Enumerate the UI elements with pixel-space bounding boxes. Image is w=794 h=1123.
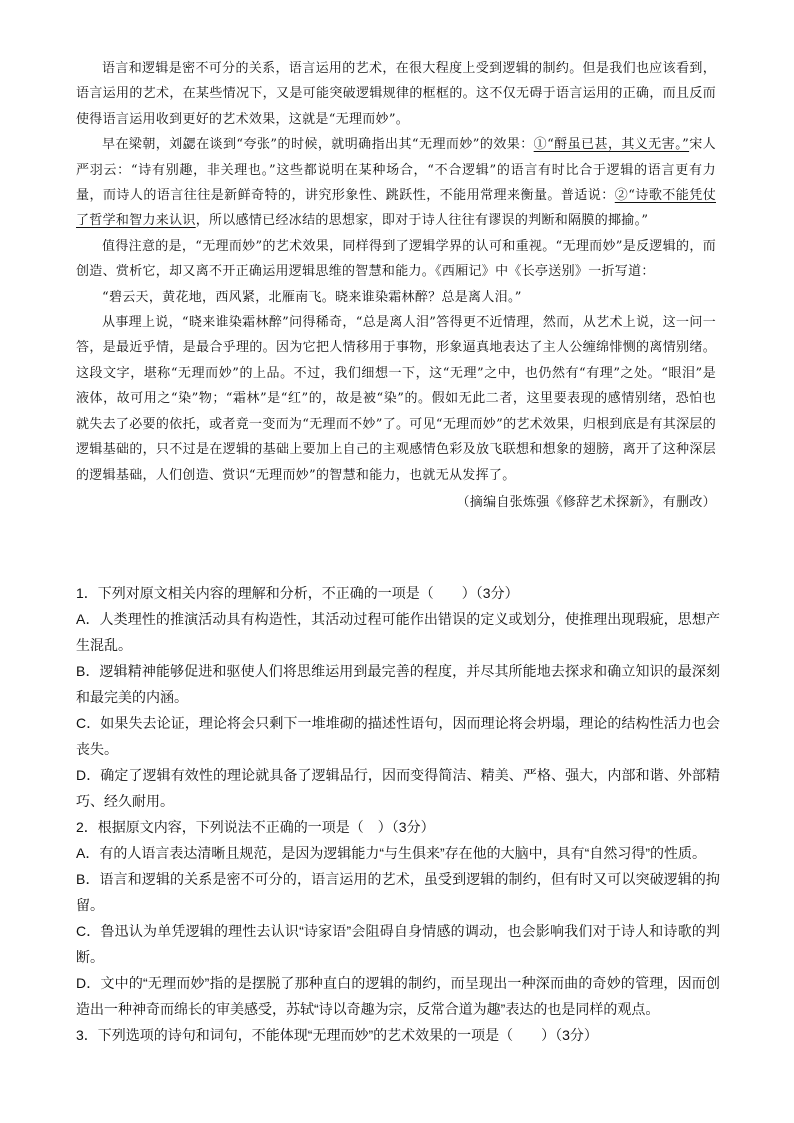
questions-section [76, 580, 720, 1048]
passage-paragraph-3: 值得注意的是，“无理而妙”的艺术效果，同样得到了逻辑学界的认可和重视。“无理而妙”是反逻辑的，而创造、赏析它，却又离不开正确运用逻辑思维的智慧和能力。《西厢记》中《长亭送别》一折写道： [76, 238, 716, 280]
question-1-stem: 1．下列对原文相关内容的理解和分析，不正确的一项是（ ）（3分） [76, 585, 519, 601]
passage-paragraph-2 [76, 132, 716, 234]
question-2-stem: 2．根据原文内容，下列说法不正确的一项是（ ）（3分） [76, 819, 435, 835]
question-1-option-c: C．如果失去论证，理论将会只剩下一堆堆砌的描述性语句，因而理论将会坍塌，理论的结构性活力也会丧失。 [76, 715, 720, 757]
passage-text: 早在梁朝，刘勰在谈到“夸张”的时候，就明确指出其“无理而妙”的效果： [102, 137, 534, 153]
question-2-option-b: B．语言和逻辑的关系是密不可分的，语言运用的艺术，虽受到逻辑的制约，但有时又可以突破逻辑的拘留。 [76, 871, 720, 913]
question-1-option-a: A．人类理性的推演活动具有构造性，其活动过程可能作出错误的定义或划分，使推理出现瑕疵，思想产生混乱。 [76, 611, 720, 653]
question-1-option-d: D．确定了逻辑有效性的理论就具备了逻辑品行，因而变得简洁、精美、严格、强大，内部和谐、外部精巧、经久耐用。 [76, 767, 720, 809]
passage-paragraph-5: 从事理上说，“晓来谁染霜林醉”问得稀奇，“总是离人泪”答得更不近情理，然而，从艺术上说，这一问一答，是最近乎情，是最合乎理的。因为它把人情移用于事物，形象逼真地表达了主人公缠绵悱恻的离情别绪。这段文字，堪称“无理而妙”的上品。不过，我们细想一下，这“无理”之中，也仍然有“有理”之处。“眼泪”是液体，故可用之“染”物；“霜林”是“红”的，故是被“染”的。假如无此二者，这里要表现的感情别绪，恐怕也就失去了必要的依托，或者竟一变而为“无理而不妙”了。可见“无理而妙”的艺术效果，归根到底是有其深层的逻辑基础的，只不过是在逻辑的基础上要加上自己的主观感情色彩及放飞联想和想象的翅膀，离开了这种深层的逻辑基础，人们创造、赏识“无理而妙”的智慧和能力，也就无从发挥了。 [76, 315, 716, 483]
reading-passage [76, 56, 716, 515]
underlined-quote-1: ①“酹虽已甚，其义无害。” [533, 137, 690, 153]
question-3-stem: 3．下列选项的诗句和词句，不能体现“无理而妙”的艺术效果的一项是（ ）（3分） [76, 1027, 598, 1043]
underlined-quote-2: ②“诗歌不能凭仗了哲学和智力来认识 [76, 188, 716, 229]
passage-paragraph-1: 语言和逻辑是密不可分的关系，语言运用的艺术，在很大程度上受到逻辑的制约。但是我们也应该看到，语言运用的艺术，在某些情况下，又是可能突破逻辑规律的框框的。这不仅无碍于语言运用的正确，而且反而使得语言运用收到更好的艺术效果，这就是“无理而妙”。 [76, 61, 716, 127]
passage-text: 宋人严羽云：“诗有别趣，非关理也。”这些都说明在某种场合，“不合逻辑”的语言有时比合于逻辑的语言更有力量，而诗人的语言往往是新鲜奇特的，讲究形象性、跳跃性，不能用常理来衡量。普适说： [76, 137, 716, 204]
passage-text: ，所以感情已经冰结的思想家，即对于诗人往往有谬误的判断和隔膜的揶揄。” [195, 213, 649, 229]
question-2-option-c: C．鲁迅认为单凭逻辑的理性去认识“诗家语”会阻碍自身情感的调动，也会影响我们对于诗人和诗歌的判断。 [76, 923, 720, 965]
question-2-option-a: A．有的人语言表达清晰且规范，是因为逻辑能力“与生俱来”存在他的大脑中，具有“自然习得”的性质。 [76, 845, 706, 861]
question-1-option-b: B．逻辑精神能够促进和驱使人们将思维运用到最完善的程度，并尽其所能地去探求和确立知识的最深刻和最完美的内涵。 [76, 663, 720, 705]
passage-source: （摘编自张炼强《修辞艺术探新》，有删改） [456, 494, 716, 510]
question-2-option-d: D．文中的“无理而妙”指的是摆脱了那种直白的逻辑的制约，而呈现出一种深而曲的奇妙的管理，因而创造出一种神奇而绵长的审美感受，苏轼“诗以奇趣为宗，反常合道为趣”表达的也是同样的观点。 [76, 975, 720, 1017]
passage-quote: “碧云天，黄花地，西风紧，北雁南飞。晓来谁染霜林醉？总是离人泪。” [102, 289, 522, 305]
